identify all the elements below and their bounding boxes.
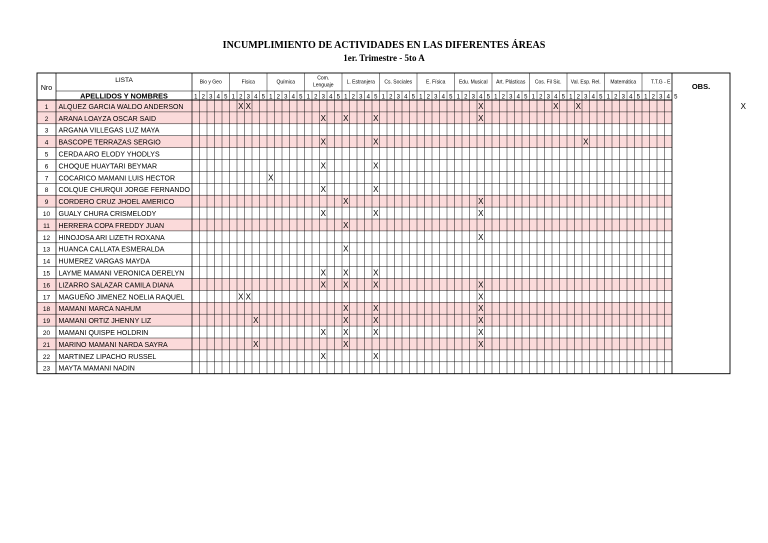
activity-number: 4: [366, 94, 370, 101]
student-name: MARINO MAMANI NARDA SAYRA: [58, 341, 168, 349]
row-number: 18: [42, 306, 51, 314]
missing-activity-mark: X: [343, 304, 349, 314]
row-number: 1: [44, 103, 49, 111]
activity-number: 4: [441, 94, 445, 101]
activity-number: 2: [651, 94, 655, 101]
row-number: 9: [44, 199, 49, 207]
row-number: 10: [42, 211, 51, 218]
page-subtitle: 1er. Trimestre - 5to A: [343, 53, 425, 63]
missing-activity-mark: X: [373, 137, 379, 147]
activity-number: 2: [539, 94, 543, 101]
missing-activity-mark: X: [343, 339, 349, 349]
activity-number: 3: [396, 94, 400, 101]
activity-number: 2: [464, 94, 468, 101]
subject-header: Química: [276, 79, 296, 86]
activity-number: 2: [351, 94, 355, 101]
missing-activity-mark: X: [373, 113, 379, 123]
activity-number: 1: [456, 94, 460, 101]
missing-activity-mark: X: [478, 304, 484, 314]
activity-number: 2: [314, 94, 318, 101]
missing-activity-mark: X: [740, 101, 746, 111]
activity-number: 2: [501, 94, 505, 101]
activity-number: 4: [479, 94, 483, 101]
row-number: 19: [42, 318, 51, 326]
activity-number: 1: [419, 94, 423, 101]
activity-number: 5: [561, 94, 565, 101]
activity-number: 1: [194, 94, 198, 101]
student-name: CERDA ARO ELODY YHODLYS: [58, 151, 160, 159]
activity-number: 2: [426, 94, 430, 101]
missing-activity-mark: X: [478, 339, 484, 349]
activity-number: 2: [576, 94, 580, 101]
activity-number: 2: [276, 94, 280, 101]
student-name: LIZARRO SALAZAR CAMILA DIANA: [58, 282, 174, 290]
activity-number: 5: [261, 94, 265, 101]
student-name: HUANCA CALLATA ESMERALDA: [58, 246, 165, 254]
activity-number: 4: [666, 94, 670, 101]
missing-activity-mark: X: [253, 316, 259, 326]
missing-activity-mark: X: [343, 197, 349, 207]
row-number: 13: [42, 246, 51, 254]
missing-activity-mark: X: [343, 113, 349, 123]
student-name: MAMANI QUISPE HOLDRIN: [58, 330, 149, 337]
activity-number: 2: [614, 94, 618, 101]
row-number: 3: [44, 127, 49, 135]
missing-activity-mark: X: [238, 292, 244, 302]
missing-activity-mark: X: [373, 209, 379, 218]
missing-activity-mark: X: [343, 328, 349, 337]
activity-number: 2: [389, 94, 393, 101]
activity-number: 1: [381, 94, 385, 101]
subject-header: Cs. Sociales: [384, 79, 413, 86]
subject-header: Art. Plásticas: [496, 79, 526, 86]
missing-activity-mark: X: [320, 185, 326, 195]
row-number: 6: [44, 163, 49, 171]
activity-number: 1: [569, 94, 573, 101]
missing-activity-mark: X: [268, 173, 274, 183]
activity-number: 3: [209, 94, 213, 101]
activity-number: 5: [486, 94, 490, 101]
missing-activity-mark: X: [320, 209, 326, 218]
activity-number: 4: [404, 94, 408, 101]
subject-header: E. Física: [426, 79, 446, 86]
missing-activity-mark: X: [343, 280, 349, 290]
student-name: GUALY CHURA CRISMELODY: [58, 211, 157, 218]
activity-number: 1: [231, 94, 235, 101]
student-name: MAYTA MAMANI NADIN: [58, 365, 135, 373]
missing-activity-mark: X: [478, 316, 484, 326]
activity-number: 3: [321, 94, 325, 101]
student-name: CORDERO CRUZ JHOEL AMERICO: [58, 199, 175, 207]
row-number: 8: [44, 187, 49, 195]
activity-number: 1: [644, 94, 648, 101]
activity-number: 5: [336, 94, 340, 101]
missing-activity-mark: X: [575, 101, 581, 111]
missing-activity-mark: X: [478, 328, 484, 337]
missing-activity-mark: X: [553, 101, 559, 111]
missing-activity-mark: X: [478, 280, 484, 290]
lista-header: LISTA: [115, 77, 133, 84]
missing-activity-mark: X: [583, 137, 589, 147]
activity-number: 1: [269, 94, 273, 101]
missing-activity-mark: X: [343, 244, 349, 254]
activity-number: 1: [306, 94, 310, 101]
student-name: ARANA LOAYZA OSCAR SAID: [58, 115, 157, 123]
activity-number: 3: [659, 94, 663, 101]
activity-number: 4: [291, 94, 295, 101]
subject-header: Lenguaje: [312, 82, 334, 89]
activity-number: 5: [636, 94, 640, 101]
student-name: MAMANI MARCA NAHUM: [58, 306, 141, 314]
missing-activity-mark: X: [478, 292, 484, 302]
activity-number: 3: [621, 94, 625, 101]
activity-number: 4: [516, 94, 520, 101]
activity-number: 1: [606, 94, 610, 101]
activity-number: 1: [494, 94, 498, 101]
row-number: 17: [42, 294, 51, 302]
missing-activity-mark: X: [373, 351, 379, 361]
missing-activity-mark: X: [373, 304, 379, 314]
row-number: 11: [43, 222, 50, 230]
missing-activity-mark: X: [253, 339, 259, 349]
subject-header: Física: [241, 79, 255, 86]
student-name: HERRERA COPA FREDDY JUAN: [58, 222, 165, 230]
activity-number: 4: [216, 94, 220, 101]
subject-header: T.T.G - E: [651, 79, 671, 86]
activity-number: 5: [674, 94, 678, 101]
activity-number: 4: [554, 94, 558, 101]
row-number: 15: [42, 270, 51, 278]
missing-activity-mark: X: [343, 268, 349, 278]
student-name: LAYME MAMANI VERONICA DERELYN: [58, 270, 185, 278]
activity-number: 3: [546, 94, 550, 101]
row-number: 22: [42, 353, 51, 361]
activity-number: 5: [224, 94, 228, 101]
missing-activity-mark: X: [373, 316, 379, 326]
student-name: COCARICO MAMANI LUIS HECTOR: [58, 175, 176, 183]
subject-header: Com.: [317, 75, 330, 82]
activity-number: 3: [471, 94, 475, 101]
row-number: 12: [42, 234, 51, 242]
activity-number: 1: [531, 94, 535, 101]
activity-number: 3: [509, 94, 513, 101]
subject-header: Edu. Musical: [458, 79, 488, 86]
apellidos-header: APELLIDOS Y NOMBRES: [80, 91, 168, 101]
missing-activity-mark: X: [320, 113, 326, 123]
activity-number: 5: [449, 94, 453, 101]
activity-number: 5: [599, 94, 603, 101]
activity-number: 5: [524, 94, 528, 101]
missing-activity-mark: X: [320, 268, 326, 278]
row-number: 20: [42, 330, 51, 337]
missing-activity-mark: X: [238, 101, 244, 111]
activity-number: 4: [329, 94, 333, 101]
missing-activity-mark: X: [478, 232, 484, 242]
row-number: 2: [44, 115, 49, 123]
student-name: MARTINEZ LIPACHO RUSSEL: [58, 353, 157, 361]
student-name: BASCOPE TERRAZAS SERGIO: [58, 139, 161, 147]
missing-activity-mark: X: [373, 185, 379, 195]
student-name: MAGUEÑO JIMENEZ NOELIA RAQUEL: [58, 294, 185, 302]
missing-activity-mark: X: [478, 209, 484, 218]
subject-header: Matemática: [610, 79, 637, 86]
subject-header: Bio y Geo: [199, 79, 222, 86]
missing-activity-mark: X: [320, 137, 326, 147]
activity-number: 3: [284, 94, 288, 101]
row-number: 23: [42, 365, 51, 373]
activity-number: 3: [584, 94, 588, 101]
activity-number: 3: [359, 94, 363, 101]
missing-activity-mark: X: [245, 292, 251, 302]
missing-activity-mark: X: [343, 220, 349, 230]
activity-number: 4: [629, 94, 633, 101]
activity-number: 1: [344, 94, 348, 101]
missing-activity-mark: X: [478, 197, 484, 207]
missing-activity-mark: X: [320, 328, 326, 337]
activity-number: 2: [201, 94, 205, 101]
row-number: 14: [42, 258, 51, 266]
row-number: 21: [42, 341, 51, 349]
missing-activity-mark: X: [320, 161, 326, 171]
subject-header: L. Estranjera: [346, 79, 375, 86]
subject-header: Cos. Fil Sic.: [534, 79, 562, 86]
missing-activity-mark: X: [478, 113, 484, 123]
student-name: MAMANI ORTIZ JHENNY LIZ: [58, 318, 152, 326]
missing-activity-mark: X: [320, 280, 326, 290]
row-number: 16: [42, 282, 51, 290]
activity-number: 3: [434, 94, 438, 101]
activity-number: 3: [246, 94, 250, 101]
activity-number: 5: [299, 94, 303, 101]
activity-number: 4: [591, 94, 595, 101]
missing-activity-mark: X: [320, 351, 326, 361]
missing-activity-mark: X: [373, 280, 379, 290]
activity-number: 2: [239, 94, 243, 101]
obs-header: OBS.: [691, 82, 711, 91]
missing-activity-mark: X: [245, 101, 251, 111]
missing-activity-mark: X: [343, 316, 349, 326]
page-title: INCUMPLIMIENTO DE ACTIVIDADES EN LAS DIFERENTES ÁREAS: [222, 40, 546, 51]
missing-activity-mark: X: [373, 268, 379, 278]
missing-activity-mark: X: [373, 161, 379, 171]
activity-number: 5: [374, 94, 378, 101]
nro-header: Nro: [40, 85, 53, 92]
row-number: 5: [44, 151, 49, 159]
activity-number: 5: [411, 94, 415, 101]
student-name: CHOQUE HUAYTARI BEYMAR: [58, 163, 158, 171]
student-name: COLQUE CHURQUI JORGE FERNANDO: [58, 187, 190, 195]
student-name: ARGANA VILLEGAS LUZ MAYA: [58, 127, 160, 135]
student-name: ALQUEZ GARCIA WALDO ANDERSON: [58, 103, 184, 111]
row-number: 4: [44, 139, 49, 147]
student-name: HINOJOSA ARI LIZETH ROXANA: [58, 234, 165, 242]
row-number: 7: [44, 175, 49, 183]
activity-number: 4: [254, 94, 258, 101]
subject-header: Val. Esp. Rel.: [570, 79, 601, 86]
missing-activity-mark: X: [478, 101, 484, 111]
missing-activity-mark: X: [373, 328, 379, 337]
student-name: HUMEREZ VARGAS MAYDA: [58, 258, 151, 266]
